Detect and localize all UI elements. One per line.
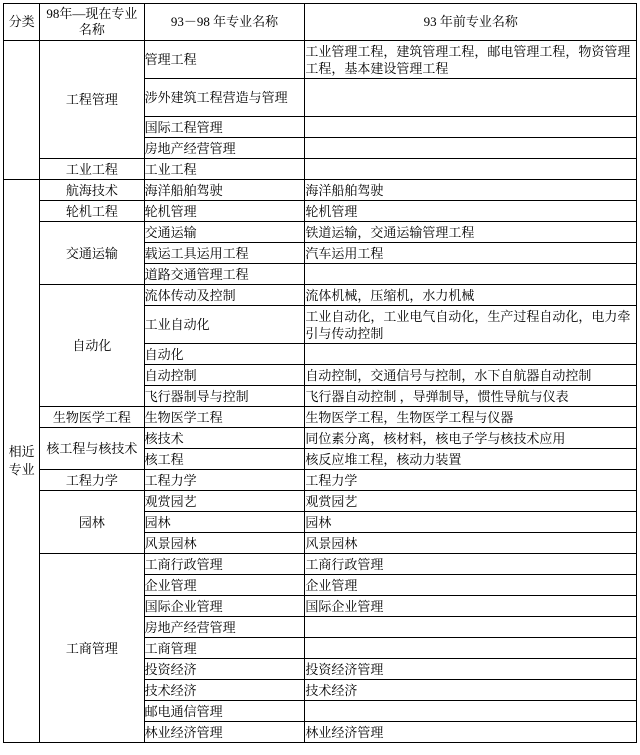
old-major-name-cell <box>305 180 637 201</box>
old-major-name-cell <box>305 701 637 722</box>
old-major-name-cell <box>305 470 637 491</box>
major-name-text: 国际企业管理 <box>144 598 223 614</box>
old-major-name-cell <box>305 659 637 680</box>
old-major-name-cell <box>305 138 637 159</box>
major-group-label: 工商管理 <box>65 640 118 656</box>
major-name-text: 风景园林 <box>144 535 197 551</box>
major-name-text: 国际工程管理 <box>144 119 223 135</box>
major-name-cell <box>144 365 305 386</box>
major-group-label: 工业工程 <box>65 161 118 177</box>
old-major-name-text: 工业管理工程，建筑管理工程，邮电管理工程，物资管理工程，基本建设管理工程 <box>305 43 631 76</box>
major-name-cell <box>144 41 305 79</box>
old-major-name-cell <box>305 575 637 596</box>
major-name-text: 工程力学 <box>144 472 197 488</box>
major-name-text: 工商行政管理 <box>144 556 223 572</box>
major-group-cell <box>40 41 144 159</box>
major-name-text: 园林 <box>144 514 171 530</box>
table-row <box>4 159 637 180</box>
major-name-text: 核技术 <box>144 430 184 446</box>
table-row <box>4 222 637 243</box>
major-name-text: 生物医学工程 <box>144 409 223 425</box>
major-name-text: 工业工程 <box>144 161 197 177</box>
old-major-name-text: 投资经济管理 <box>305 661 384 677</box>
major-name-text: 投资经济 <box>144 661 197 677</box>
major-name-text: 房地产经营管理 <box>144 140 236 156</box>
major-name-text: 邮电通信管理 <box>144 703 223 719</box>
table-row <box>4 41 637 79</box>
major-comparison-table <box>3 3 637 743</box>
header-category: 分类 <box>4 4 40 41</box>
old-major-name-cell <box>305 386 637 407</box>
old-major-name-cell <box>305 407 637 428</box>
table-row <box>4 180 637 201</box>
major-name-cell <box>144 79 305 117</box>
major-name-cell <box>144 201 305 222</box>
major-name-text: 涉外建筑工程营造与管理 <box>144 90 288 105</box>
major-name-cell <box>144 222 305 243</box>
major-name-cell <box>144 180 305 201</box>
old-major-name-cell <box>305 449 637 470</box>
old-major-name-cell <box>305 344 637 365</box>
major-name-cell <box>144 680 305 701</box>
old-major-name-text: 自动控制，交通信号与控制，水下自航器自动控制 <box>305 367 592 383</box>
major-name-cell <box>144 533 305 554</box>
old-major-name-text: 工业自动化，工业电气自动化，生产过程自动化，电力牵引与传动控制 <box>305 308 631 341</box>
major-group-label: 航海技术 <box>65 182 118 198</box>
major-name-cell <box>144 596 305 617</box>
category-label: 相近专业 <box>8 444 35 477</box>
major-name-text: 自动化 <box>144 346 184 362</box>
old-major-name-text: 企业管理 <box>305 577 358 593</box>
major-name-text: 房地产经营管理 <box>144 619 236 635</box>
old-major-name-cell <box>305 222 637 243</box>
major-name-text: 观赏园艺 <box>144 493 197 509</box>
major-name-cell <box>144 159 305 180</box>
old-major-name-cell <box>305 491 637 512</box>
header-col4: 93 年前专业名称 <box>305 4 637 41</box>
major-name-cell <box>144 117 305 138</box>
old-major-name-cell <box>305 306 637 344</box>
old-major-name-cell <box>305 617 637 638</box>
old-major-name-cell <box>305 117 637 138</box>
category-cell <box>4 41 40 180</box>
major-name-cell <box>144 701 305 722</box>
table-row <box>4 285 637 306</box>
major-group-label: 自动化 <box>72 338 112 353</box>
old-major-name-text: 汽车运用工程 <box>305 245 384 261</box>
table-row <box>4 407 637 428</box>
header-col2: 98年—现在专业名称 <box>40 4 144 41</box>
old-major-name-text: 国际企业管理 <box>305 598 384 614</box>
table-header <box>4 4 637 41</box>
major-name-cell <box>144 306 305 344</box>
major-name-cell <box>144 554 305 575</box>
major-name-text: 工商管理 <box>144 640 197 656</box>
old-major-name-cell <box>305 638 637 659</box>
major-name-cell <box>144 264 305 285</box>
major-group-cell <box>40 180 144 201</box>
major-name-text: 管理工程 <box>144 52 197 67</box>
old-major-name-text: 风景园林 <box>305 535 358 551</box>
major-name-cell <box>144 638 305 659</box>
table-row <box>4 428 637 449</box>
table-row <box>4 201 637 222</box>
old-major-name-text: 海洋船舶驾驶 <box>305 182 384 198</box>
major-group-label: 交通运输 <box>65 245 118 261</box>
major-name-cell <box>144 491 305 512</box>
major-name-cell <box>144 407 305 428</box>
old-major-name-text: 技术经济 <box>305 682 358 698</box>
major-name-cell <box>144 722 305 743</box>
major-group-cell <box>40 491 144 554</box>
major-group-cell <box>40 201 144 222</box>
major-name-text: 技术经济 <box>144 682 197 698</box>
major-group-label: 工程力学 <box>65 472 118 488</box>
old-major-name-text: 工程力学 <box>305 472 358 488</box>
major-group-cell <box>40 428 144 470</box>
header-col3: 93－98 年专业名称 <box>144 4 305 41</box>
document-page <box>0 3 640 755</box>
major-name-cell <box>144 285 305 306</box>
major-name-cell <box>144 386 305 407</box>
old-major-name-cell <box>305 285 637 306</box>
major-name-cell <box>144 617 305 638</box>
major-name-cell <box>144 659 305 680</box>
old-major-name-cell <box>305 264 637 285</box>
old-major-name-cell <box>305 428 637 449</box>
old-major-name-text: 轮机管理 <box>305 203 358 219</box>
old-major-name-text: 核反应堆工程，核动力装置 <box>305 451 462 467</box>
major-name-text: 道路交通管理工程 <box>144 266 249 282</box>
old-major-name-text: 流体机械，压缩机，水力机械 <box>305 287 475 303</box>
table-row <box>4 470 637 491</box>
old-major-name-cell <box>305 680 637 701</box>
major-name-text: 自动控制 <box>144 367 197 383</box>
table-row <box>4 491 637 512</box>
major-name-cell <box>144 470 305 491</box>
major-name-text: 载运工具运用工程 <box>144 245 249 261</box>
major-name-text: 企业管理 <box>144 577 197 593</box>
old-major-name-cell <box>305 554 637 575</box>
old-major-name-text: 飞行器自动控制 ，导弹制导，惯性导航与仪表 <box>305 388 569 404</box>
major-name-cell <box>144 449 305 470</box>
old-major-name-cell <box>305 159 637 180</box>
category-cell <box>4 180 40 743</box>
old-major-name-text: 观赏园艺 <box>305 493 358 509</box>
old-major-name-cell <box>305 201 637 222</box>
major-group-cell <box>40 554 144 743</box>
old-major-name-cell <box>305 512 637 533</box>
old-major-name-text: 铁道运输，交通运输管理工程 <box>305 224 475 240</box>
major-name-cell <box>144 512 305 533</box>
old-major-name-cell <box>305 365 637 386</box>
major-group-label: 核工程与核技术 <box>46 441 138 456</box>
old-major-name-text: 同位素分离，核材料，核电子学与核技术应用 <box>305 430 566 446</box>
major-name-text: 林业经济管理 <box>144 724 223 740</box>
major-name-cell <box>144 243 305 264</box>
major-name-text: 流体传动及控制 <box>144 287 236 303</box>
major-group-cell <box>40 285 144 407</box>
major-group-cell <box>40 222 144 285</box>
major-group-label: 生物医学工程 <box>52 409 131 425</box>
major-name-text: 飞行器制导与控制 <box>144 388 249 404</box>
old-major-name-text: 林业经济管理 <box>305 724 384 740</box>
old-major-name-cell <box>305 79 637 117</box>
old-major-name-text: 生物医学工程，生物医学工程与仪器 <box>305 409 514 425</box>
major-name-text: 交通运输 <box>144 224 197 240</box>
old-major-name-cell <box>305 596 637 617</box>
major-group-cell <box>40 407 144 428</box>
old-major-name-cell <box>305 243 637 264</box>
major-name-text: 核工程 <box>144 451 184 467</box>
major-name-text: 轮机管理 <box>144 203 197 219</box>
table-row <box>4 554 637 575</box>
major-name-text: 海洋船舶驾驶 <box>144 182 223 198</box>
major-name-cell <box>144 138 305 159</box>
table-header-row <box>4 4 637 41</box>
major-name-cell <box>144 575 305 596</box>
old-major-name-cell <box>305 41 637 79</box>
major-group-label: 工程管理 <box>65 92 118 107</box>
major-name-text: 工业自动化 <box>144 317 210 332</box>
table-body <box>4 41 637 743</box>
major-name-cell <box>144 344 305 365</box>
major-group-label: 轮机工程 <box>65 203 118 219</box>
old-major-name-cell <box>305 533 637 554</box>
major-group-label: 园林 <box>78 514 105 530</box>
major-name-cell <box>144 428 305 449</box>
major-group-cell <box>40 470 144 491</box>
old-major-name-text: 工商行政管理 <box>305 556 384 572</box>
old-major-name-cell <box>305 722 637 743</box>
major-group-cell <box>40 159 144 180</box>
old-major-name-text: 园林 <box>305 514 332 530</box>
